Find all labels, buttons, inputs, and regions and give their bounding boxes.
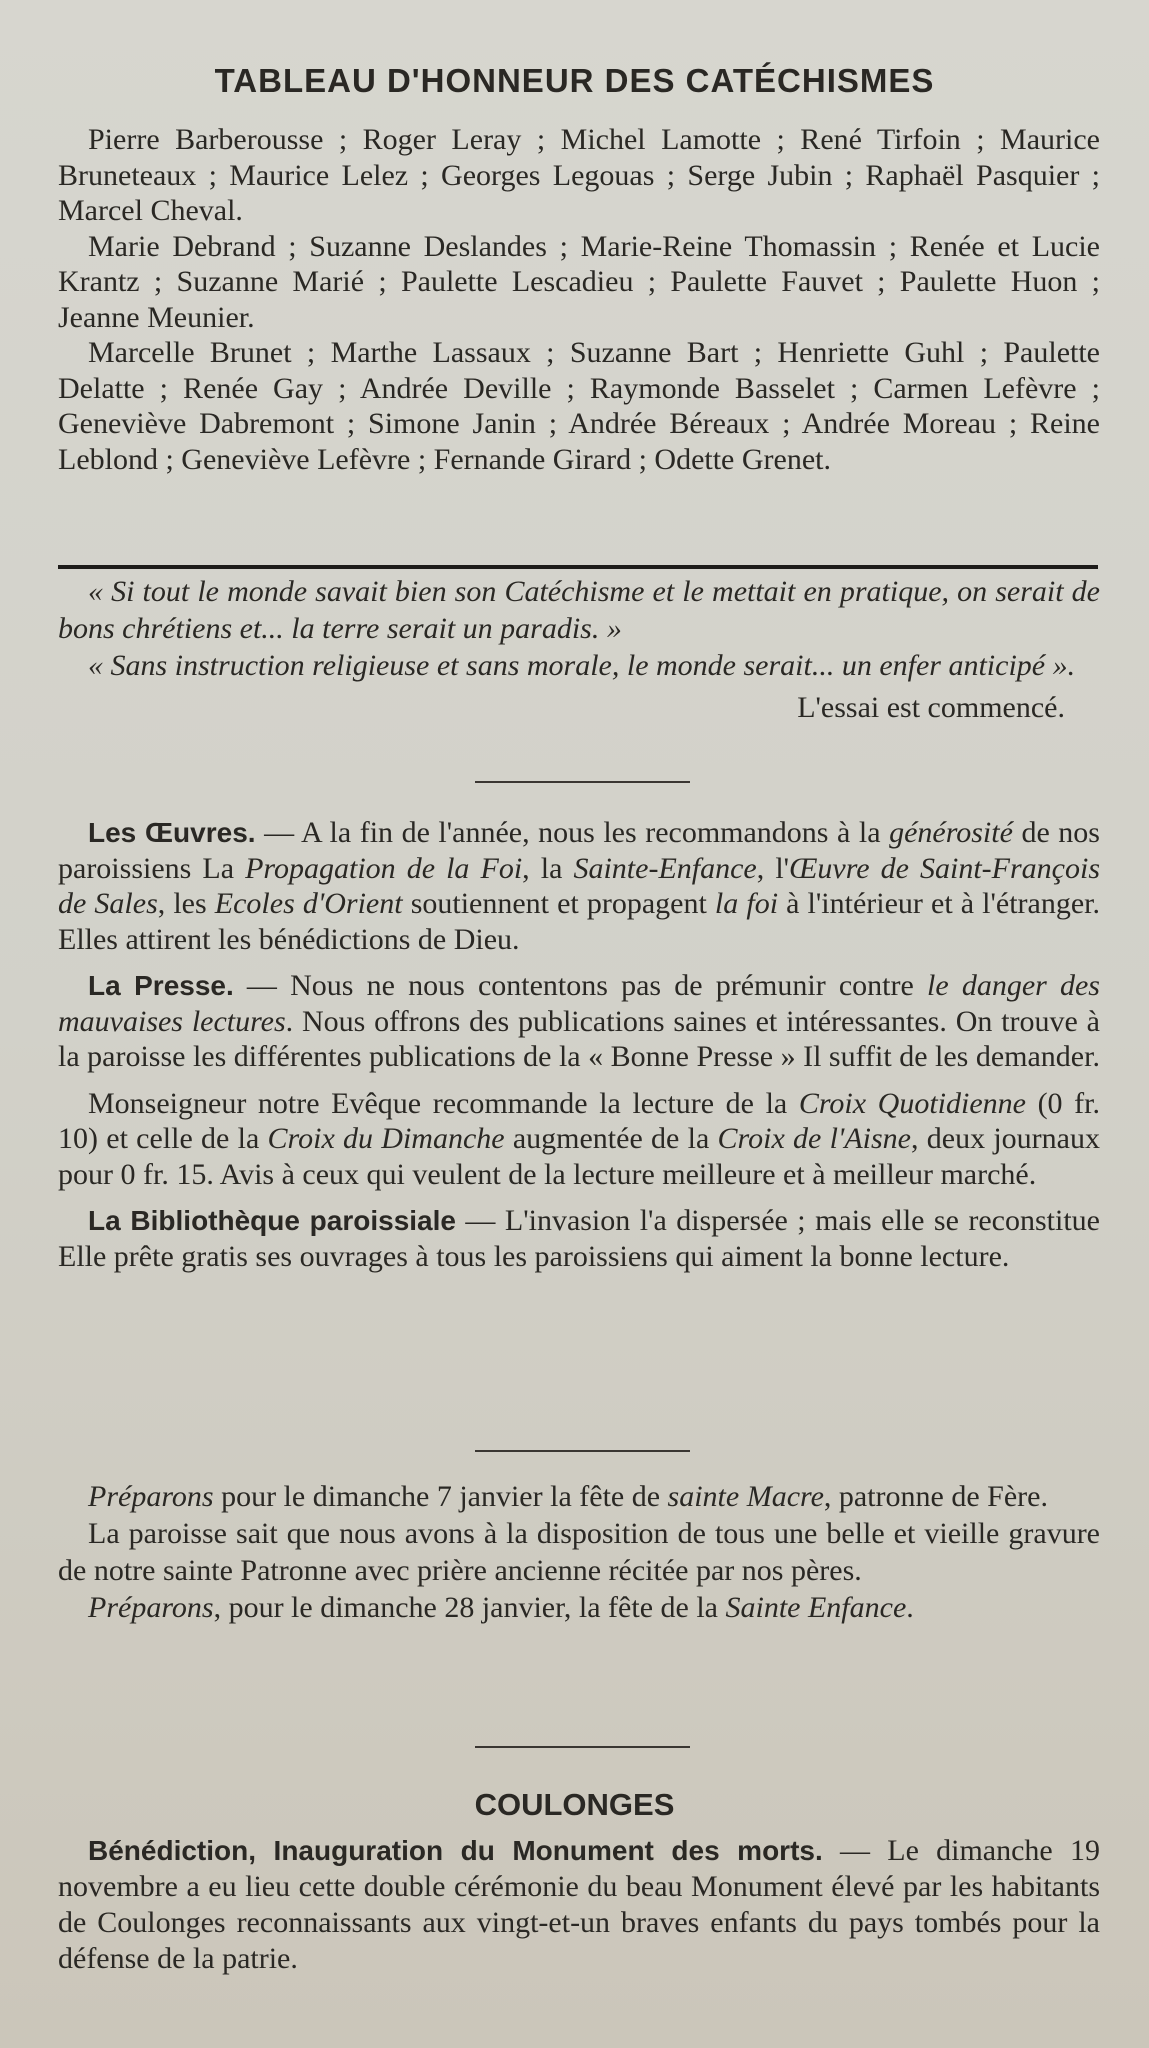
page-title: TABLEAU D'HONNEUR DES CATÉCHISMES	[214, 62, 935, 99]
text-italic: Sainte Enfance	[725, 1591, 907, 1624]
bibliotheque-paragraph	[58, 1203, 1100, 1274]
parish-news	[58, 815, 1100, 1285]
section-divider-thick	[58, 565, 1098, 569]
text-italic: Croix du Dimanche	[267, 1122, 505, 1155]
honor-roll-girls-1: Marie Debrand ; Suzanne Deslandes ; Marie-Reine Thomassin ; Renée et Lucie Krantz ; Suzanne Marié ; Paulette Lescadieu ; Paulette Fauvet ; Paulette Huon ; Jeanne Meunier.	[58, 229, 1100, 334]
prep-paragraph-2: La paroisse sait que nous avons à la disposition de tous une belle et vieille gravure de notre sainte Patronne avec prière ancienne récitée par nos pères.	[58, 1517, 1100, 1587]
quote-line-2: « Sans instruction religieuse et sans morale, le monde serait... un enfer anticipé ».	[88, 649, 1076, 682]
text-italic: générosité	[889, 816, 1013, 849]
text: pour le dimanche 7 janvier la fête de	[213, 1480, 668, 1513]
text: , patronne de Fère.	[823, 1480, 1048, 1513]
text: . Nous offrons des publications saines et intéressantes. On trouve à la paroisse les différentes publications de la « Bonne Presse » Il suffit de les demander.	[58, 1004, 1100, 1073]
text: soutiennent et propagent	[402, 887, 715, 920]
text: augmentée de la	[504, 1122, 718, 1155]
text-italic: Œuvre de Saint-François de Sales	[58, 851, 1101, 920]
honor-roll	[58, 122, 1100, 477]
divider-3	[475, 1746, 690, 1748]
text: .	[906, 1591, 914, 1624]
text: , deux journaux pour 0 fr. 15. Avis à ceux qui veulent de la lecture meilleure et à meilleur marché.	[58, 1122, 1100, 1191]
text: à l'intérieur et à l'étranger. Elles attirent les bénédictions de Dieu.	[58, 887, 1101, 956]
preparations	[58, 1478, 1100, 1626]
text-italic: Croix de l'Aisne	[717, 1122, 911, 1155]
oeuvres-heading: Les Œuvres.	[88, 817, 256, 848]
prep-paragraph-3	[58, 1589, 1100, 1626]
coulonges-heading: Bénédiction, Inauguration du Monument des morts.	[88, 1835, 823, 1866]
divider-1	[475, 781, 690, 783]
text: de nos paroissiens La	[58, 816, 1100, 885]
text-italic: Ecoles d'Orient	[214, 887, 403, 920]
eveque-paragraph	[58, 1086, 1100, 1193]
catechism-quote	[58, 573, 1100, 728]
text-italic: Préparons	[88, 1480, 214, 1513]
text-italic: sainte Macre	[667, 1480, 824, 1513]
quote-line-1: « Si tout le monde savait bien son Catéchisme et le mettait en pratique, on serait de bons chrétiens et... la terre serait un paradis. »	[58, 575, 1100, 645]
divider-2	[475, 1450, 690, 1452]
text: — A la fin de l'année, nous les recommandons à la	[255, 816, 890, 849]
coulonges-section	[58, 1833, 1100, 1977]
text-italic: la foi	[714, 887, 779, 920]
presse-paragraph	[58, 968, 1100, 1075]
quote-signature: L'essai est commencé.	[797, 691, 1065, 724]
text: , pour le dimanche 28 janvier, la fête de la	[213, 1591, 726, 1624]
text: (0 fr. 10) et celle de la	[58, 1086, 1100, 1155]
coulonges-paragraph	[58, 1833, 1100, 1977]
text: — Le dimanche 19 novembre a eu lieu cette double cérémonie du beau Monument élevé par les habitants de Coulonges reconnaissants aux vingt-et-un braves enfants du pays tombés pour la défense de la patrie.	[58, 1834, 1100, 1975]
honor-roll-girls-2: Marcelle Brunet ; Marthe Lassaux ; Suzanne Bart ; Henriette Guhl ; Paulette Delatte ; Renée Gay ; Andrée Deville ; Raymonde Basselet ; Carmen Lefèvre ; Geneviève Dabremont ; Simone Janin ; Andrée Béreaux ; Andrée Moreau ; Reine Leblond ; Geneviève Lefèvre ; Fernande Girard ; Odette Grenet.	[58, 336, 1100, 476]
text-italic: Préparons	[88, 1591, 214, 1624]
section-title-coulonges: COULONGES	[474, 1787, 675, 1822]
presse-heading: La Presse.	[88, 970, 234, 1001]
text-italic: Sainte-Enfance	[573, 851, 757, 885]
text-italic: Propagation de la Foi	[245, 851, 523, 885]
prep-paragraph-1	[58, 1478, 1100, 1515]
text-italic: le danger des mauvaises lectures	[58, 969, 1100, 1038]
text: — L'invasion l'a dispersée ; mais elle se reconstitue Elle prête gratis ses ouvrages à tous les paroissiens qui aiment la bonne lecture.	[58, 1204, 1100, 1273]
honor-roll-boys: Pierre Barberousse ; Roger Leray ; Michel Lamotte ; René Tirfoin ; Maurice Bruneteaux ; Maurice Lelez ; Georges Legouas ; Serge Jubin ; Raphaël Pasquier ; Marcel Cheval.	[58, 123, 1100, 227]
text: , la	[522, 851, 574, 885]
text: Monseigneur notre Evêque recommande la lecture de la	[88, 1086, 799, 1120]
bibliotheque-heading: La Bibliothèque paroissiale	[88, 1205, 456, 1236]
text: , l'	[756, 851, 790, 885]
text-italic: Croix Quotidienne	[798, 1086, 1026, 1120]
text: — Nous ne nous contentons pas de prémunir contre	[233, 969, 927, 1002]
oeuvres-paragraph	[58, 815, 1100, 957]
text: , les	[157, 887, 215, 920]
